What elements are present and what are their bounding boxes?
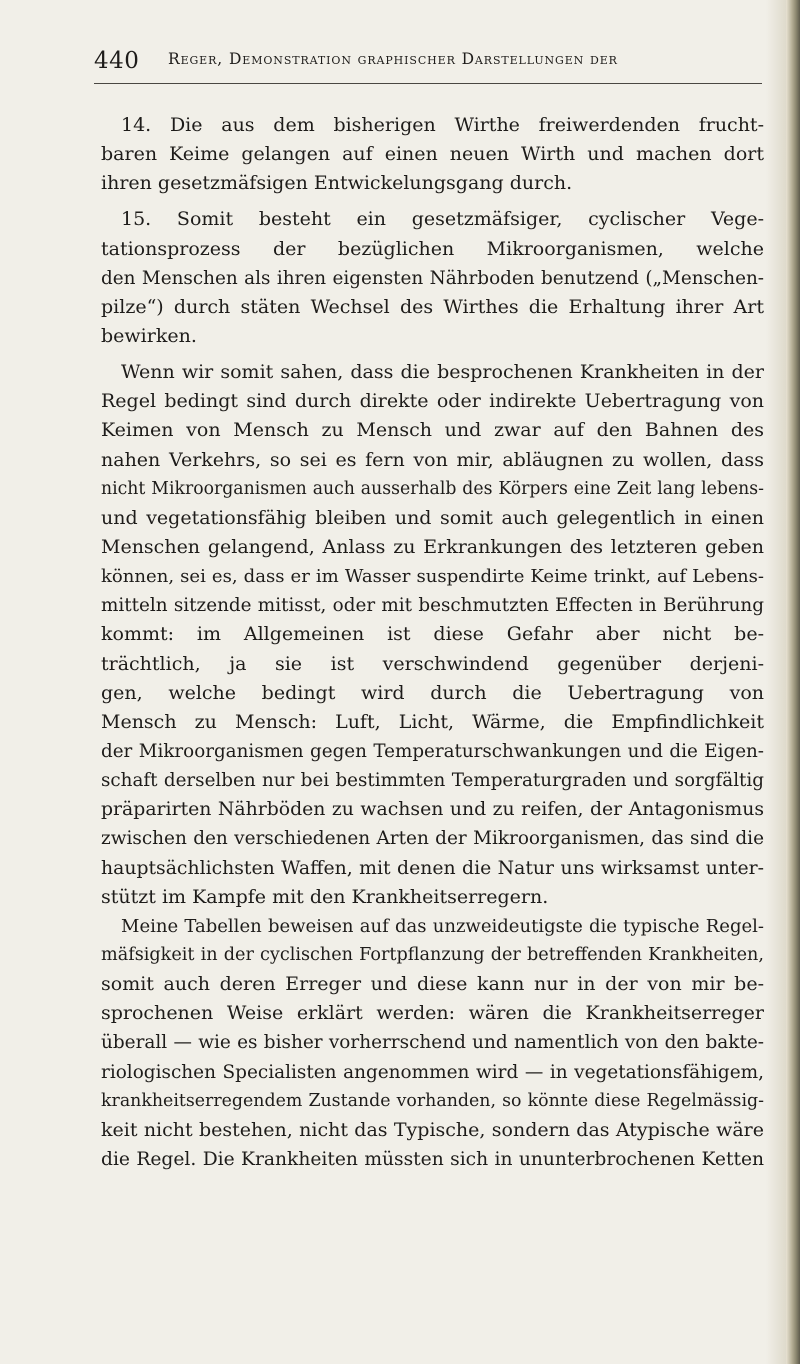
- text-line: riologischen Specialisten angenommen wird — in vegetationsfähigem,: [101, 1061, 764, 1083]
- text-line: somit auch deren Erreger und diese kann nur in der von mir be-: [101, 973, 764, 996]
- text-line: mitteln sitzende mitisst, oder mit beschmutzten Effecten in Berührung: [101, 595, 764, 617]
- text-line: kommt: im Allgemeinen ist diese Gefahr aber nicht be-: [101, 623, 764, 646]
- text-line: pilze“) durch stäten Wechsel des Wirthes die Erhaltung ihrer Art: [101, 295, 764, 318]
- body-text: [101, 111, 764, 1174]
- text-line: 14. Die aus dem bisherigen Wirthe freiwerdenden frucht-: [121, 114, 764, 136]
- text-line: die Regel. Die Krankheiten müssten sich in ununterbrochenen Ketten: [101, 1148, 764, 1170]
- text-line: Meine Tabellen beweisen auf das unzweideutigste die typische Regel-: [121, 915, 764, 937]
- text-line: den Menschen als ihren eigensten Nährboden benutzend („Menschen-: [101, 267, 764, 289]
- text-line: bewirken.: [101, 324, 197, 347]
- text-line: können, sei es, dass er im Wasser suspendirte Keime trinkt, auf Lebens-: [101, 566, 764, 588]
- paragraph: [101, 358, 764, 912]
- text-line: Wenn wir somit sahen, dass die besprochenen Krankheiten in der: [121, 361, 764, 384]
- running-head: Reger, Demonstration graphischer Darstellungen der: [168, 50, 618, 68]
- header-rule: [94, 83, 762, 84]
- page-binding-edge: [786, 0, 800, 1364]
- text-line: zwischen den verschiedenen Arten der Mikroorganismen, das sind die: [101, 828, 764, 850]
- paragraph: [101, 111, 764, 198]
- text-line: hauptsächlichsten Waffen, mit denen die Natur uns wirksamst unter-: [101, 857, 764, 879]
- text-line: baren Keime gelangen auf einen neuen Wirth und machen dort: [101, 143, 764, 166]
- text-line: Mensch zu Mensch: Luft, Licht, Wärme, die Empfindlichkeit: [101, 710, 764, 733]
- text-line: tationsprozess der bezüglichen Mikroorganismen, welche: [101, 237, 764, 260]
- paragraph: [101, 205, 764, 351]
- text-line: keit nicht bestehen, nicht das Typische, sondern das Atypische wäre: [101, 1118, 764, 1141]
- paragraph: [101, 912, 764, 1174]
- text-line: der Mikroorganismen gegen Temperaturschwankungen und die Eigen-: [101, 740, 764, 762]
- text-line: ihren gesetzmäfsigen Entwickelungsgang durch.: [101, 172, 573, 195]
- text-line: Keimen von Mensch zu Mensch und zwar auf den Bahnen des: [101, 419, 764, 442]
- text-line: krankheitserregendem Zustande vorhanden, so könnte diese Regelmässig-: [101, 1090, 764, 1111]
- page-header: [94, 44, 762, 80]
- text-line: sprochenen Weise erklärt werden: wären die Krankheitserreger: [101, 1002, 764, 1025]
- text-line: mäfsigkeit in der cyclischen Fortpflanzung der betreffenden Krankheiten,: [101, 944, 764, 965]
- text-line: gen, welche bedingt wird durch die Uebertragung von: [101, 681, 764, 704]
- text-line: schaft derselben nur bei bestimmten Temperaturgraden und sorgfältig: [101, 770, 764, 792]
- text-line: nicht Mikroorganismen auch ausserhalb des Körpers eine Zeit lang lebens-: [101, 478, 764, 499]
- text-line: Menschen gelangend, Anlass zu Erkrankungen des letzteren geben: [101, 535, 764, 558]
- text-line: und vegetationsfähig bleiben und somit auch gelegentlich in einen: [101, 506, 764, 529]
- text-line: überall — wie es bisher vorherrschend und namentlich von den bakte-: [101, 1032, 764, 1054]
- page-number: 440: [94, 48, 140, 74]
- text-line: präparirten Nährböden zu wachsen und zu reifen, der Antagonismus: [101, 799, 764, 821]
- text-line: 15. Somit besteht ein gesetzmäfsiger, cyclischer Vege-: [121, 208, 764, 231]
- page-edge-shadow: [766, 0, 786, 1364]
- text-line: nahen Verkehrs, so sei es fern von mir, abläugnen zu wollen, dass: [101, 448, 764, 471]
- text-line: Regel bedingt sind durch direkte oder indirekte Uebertragung von: [101, 390, 764, 413]
- text-line: stützt im Kampfe mit den Krankheitserregern.: [101, 885, 549, 908]
- text-line: trächtlich, ja sie ist verschwindend gegenüber derjeni-: [101, 652, 764, 675]
